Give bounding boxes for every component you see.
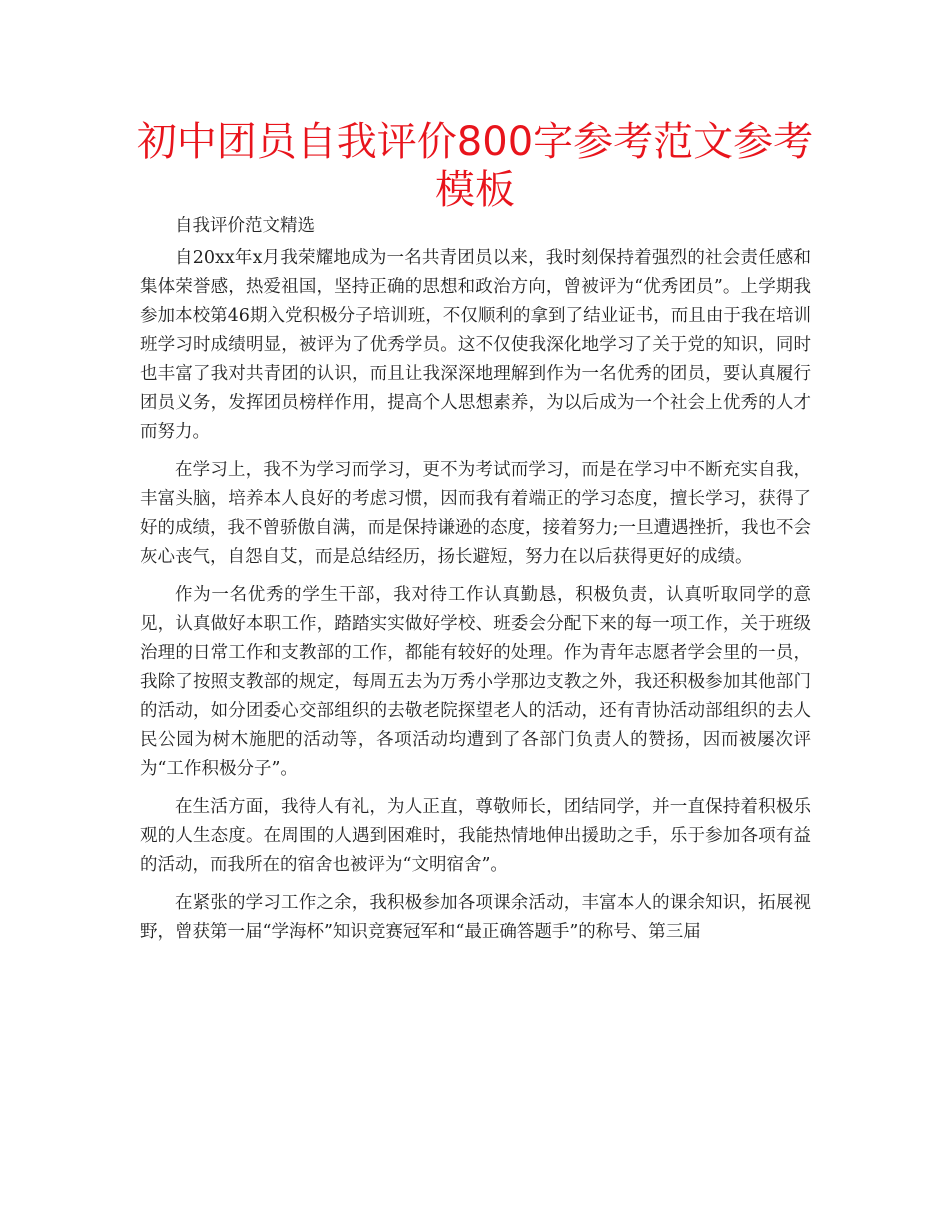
paragraph-4: 在生活方面，我待人有礼，为人正直，尊敬师长，团结同学，并一直保持着积极乐观的人生态度。在周围的人遇到困难时，我能热情地伸出援助之手，乐于参加各项有益的活动，而我所在的宿舍也被评为“文明宿舍”。 — [140, 797, 811, 875]
paragraph-1: 自20xx年x月我荣耀地成为一名共青团员以来，我时刻保持着强烈的社会责任感和集体荣誉感，热爱祖国，坚持正确的思想和政治方向，曾被评为“优秀团员”。上学期我参加本校第46期入党积极分子培训班，不仅顺利的拿到了结业证书，而且由于我在培训班学习时成绩明显，被评为了优秀学员。这不仅使我深化地学习了关于党的知识，同时也丰富了我对共青团的认识，而且让我深深地理解到作为一名优秀的团员，要认真履行团员义务，发挥团员榜样作用，提高个人思想素养，为以后成为一个社会上优秀的人才而努力。 — [140, 248, 811, 442]
paragraph-5: 在紧张的学习工作之余，我积极参加各项课余活动，丰富本人的课余知识，拓展视野，曾获第一届“学海杯”知识竞赛冠军和“最正确答题手”的称号、第三届 — [140, 893, 811, 942]
document-body — [140, 212, 811, 956]
paragraph-3: 作为一名优秀的学生干部，我对待工作认真勤恳，积极负责，认真听取同学的意见，认真做好本职工作，踏踏实实做好学校、班委会分配下来的每一项工作，关于班级治理的日常工作和支教部的工作，都能有较好的处理。作为青年志愿者学会里的一员，我除了按照支教部的规定，每周五去为万秀小学那边支教之外，我还积极参加其他部门的活动，如分团委心交部组织的去敬老院探望老人的活动，还有青协活动部组织的去人民公园为树木施肥的活动等，各项活动均遭到了各部门负责人的赞扬，因而被屡次评为“工作积极分子”。 — [140, 585, 811, 779]
paragraph-2: 在学习上，我不为学习而学习，更不为考试而学习，而是在学习中不断充实自我，丰富头脑，培养本人良好的考虑习惯，因而我有着端正的学习态度，擅长学习，获得了好的成绩，我不曾骄傲自满，而是保持谦逊的态度，接着努力;一旦遭遇挫折，我也不会灰心丧气，自怨自艾，而是总结经历，扬长避短，努力在以后获得更好的成绩。 — [140, 460, 811, 567]
section-subheading: 自我评价范文精选 — [175, 216, 315, 236]
document-title: 初中团员自我评价800字参考范文参考模板 — [136, 119, 814, 213]
